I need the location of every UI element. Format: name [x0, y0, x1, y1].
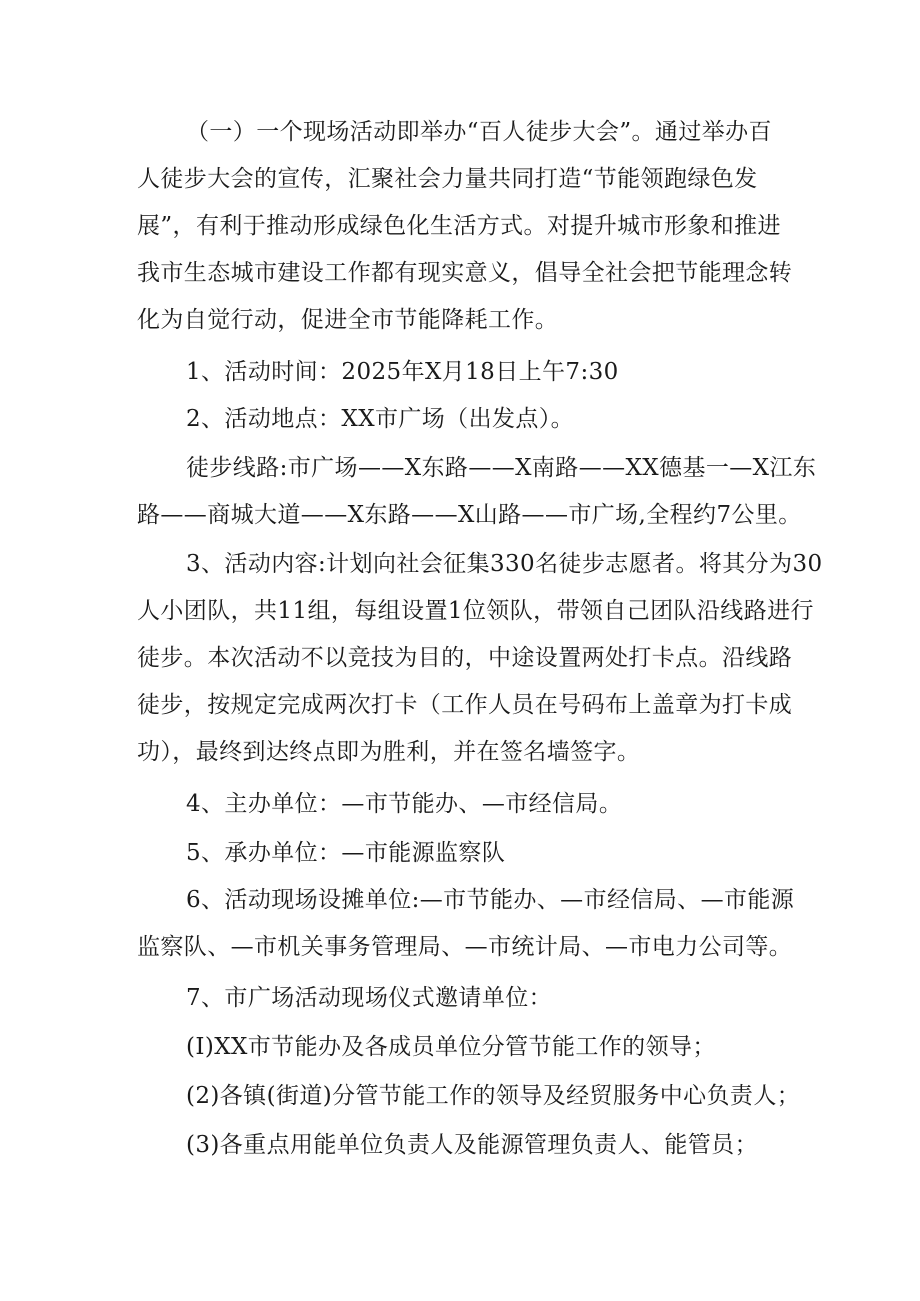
activity-location: 2、活动地点：XX市广场（出发点）。 — [186, 406, 575, 432]
activity-content-line-4: 徒步，按规定完成两次打卡（工作人员在号码布上盖章为打卡成 — [137, 692, 793, 718]
booth-units-line-1: 6、活动现场设摊单位:—市节能办、—市经信局、—市能源 — [186, 887, 795, 913]
walking-route-line-2: 路——商城大道——X东路——X山路——市广场,全程约7公里。 — [137, 502, 802, 528]
walking-route-line-1: 徒步线路:市广场——X东路——X南路——XX德基一—X江东 — [186, 455, 817, 481]
paragraph-1-line-1: （一）一个现场活动即举办“百人徒步大会”。通过举办百 — [186, 119, 772, 145]
activity-content-line-5: 功），最终到达终点即为胜利，并在签名墙签字。 — [137, 739, 641, 765]
invited-unit-2: (2)各镇(街道)分管节能工作的领导及经贸服务中心负责人； — [186, 1083, 801, 1109]
invited-unit-1: (I)XX市节能办及各成员单位分管节能工作的领导； — [186, 1034, 716, 1060]
co-organizer: 5、承办单位：—市能源监察队 — [186, 840, 506, 866]
activity-content-line-3: 徒步。本次活动不以竞技为目的，中途设置两处打卡点。沿线路 — [137, 645, 793, 671]
invited-units-heading: 7、市广场活动现场仪式邀请单位： — [186, 985, 553, 1011]
paragraph-1-line-3: 展”，有利于推动形成绿色化生活方式。对提升城市形象和推进 — [137, 213, 781, 239]
booth-units-line-2: 监察队、—市机关事务管理局、—市统计局、—市电力公司等。 — [137, 934, 793, 960]
organizer: 4、主办单位：—市节能办、—市经信局。 — [186, 791, 623, 817]
invited-unit-3: (3)各重点用能单位负责人及能源管理负责人、能管员； — [186, 1132, 758, 1158]
activity-content-line-1: 3、活动内容:计划向社会征集330名徒步志愿者。将其分为30 — [186, 551, 823, 577]
activity-content-line-2: 人小团队，共11组，每组设置1位领队，带领自己团队沿线路进行 — [137, 598, 814, 624]
paragraph-1-line-2: 人徒步大会的宣传，汇聚社会力量共同打造“节能领跑绿色发 — [137, 166, 758, 192]
paragraph-1-line-4: 我市生态城市建设工作都有现实意义，倡导全社会把节能理念转 — [137, 260, 793, 286]
activity-time: 1、活动时间：2025年X月18日上午7:30 — [186, 359, 619, 385]
paragraph-1-line-5: 化为自觉行动，促进全市节能降耗工作。 — [137, 307, 559, 333]
